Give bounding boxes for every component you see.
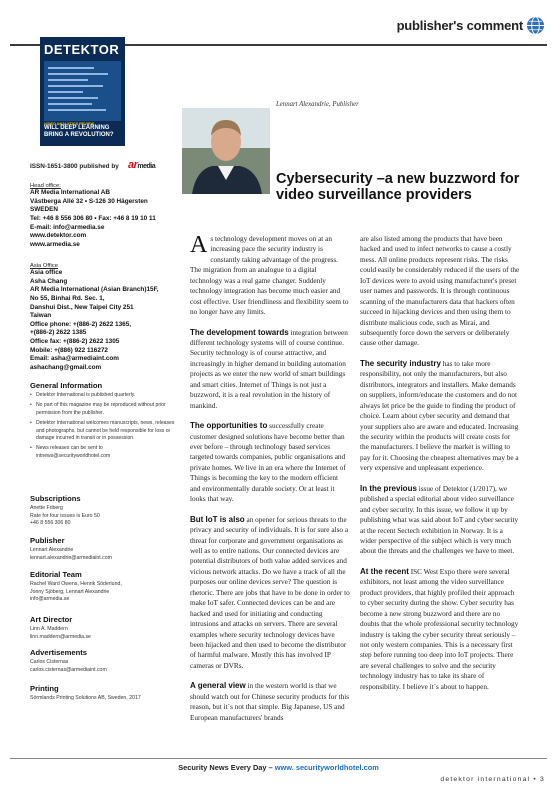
info-line: Asha Chang [30, 277, 68, 285]
head-office-block: Head office: AR Media International AB Västberga Allé 32 • S-126 30 Hägersten SWEDEN Tel: +46 8 556 306 80 • Fax: +46 8 19 10 11 E-mail: info@armedia.se www.detektor.com www.armedia.se [30, 183, 175, 249]
paragraph-text: successfully create customer designed solutions have become better than ever before – through technology based services targeted towards companies, public organisations and private homes. We live in an era where the Internet of Things is becoming the key to the modern efficient and environmentally durable society. Or at least it looks that way. [190, 422, 346, 504]
info-line: Office phone: +(886-2) 2622 1365, [30, 320, 132, 328]
info-line: Rate for four issues is Euro 50 [30, 512, 100, 519]
publisher-photo [182, 108, 270, 194]
footer-rule [10, 758, 547, 759]
article-paragraph [190, 680, 350, 723]
article-column-1 [190, 234, 350, 732]
paragraph-lead: The development towards [190, 327, 289, 337]
article-column-2 [360, 234, 520, 701]
article-paragraph [190, 234, 350, 318]
drop-cap: A [190, 232, 208, 258]
info-line: SWEDEN [30, 206, 59, 214]
asia-office-block: Asia Office Asia office Asha Chang AR Media International (Asian Branch)15F, No 55, Binhai Rd. Sec. 1, Danshui Dist., New Taipei City 251 Taiwan Office phone: +(886-2) 2622 1365, +(886-2) 2622 1385 Office fax: +(886-2) 2622 1305 Mobile: +(886) 922 116272 Email: asha@armediaint.com ashachang@gmail.com [30, 263, 175, 373]
article-paragraph [190, 514, 350, 672]
paragraph-text: has to take more responsibility, not only the manufacturers, but also distributors, integrators and installers. Make demands on suppliers, inform/educate the customers and do not always let price be the guide to finding the product of choice. Learn about cyber security and demand that your suppliers also are aware and educated. Increasing the security within the products will create costs for the manufacturers. I believe the market is willing to pay for it. Choosing the cheapest alternatives may be a very expensive and unpleasant experience. [360, 359, 519, 473]
list-item: • News releases can be sent to intnews@securityworldhotel.com [30, 445, 175, 460]
paragraph-text: in the western world is that we should watch out for Chinese security products for this reason, but it´s not that simple. Big Japanese, US and European manufacturers' brands [190, 682, 350, 722]
info-line: AR Media International (Asian Branch)15F, [30, 286, 159, 294]
paragraph-lead: The opportunities to [190, 421, 268, 431]
article-paragraph [190, 327, 350, 412]
list-item: • Detektor International welcomes manuscripts, news, releases and photographs, but cannot be held responsible for loss or damage incurred in transit or in possession. [30, 420, 175, 442]
info-line: Lennart Alexandrie [30, 547, 74, 553]
editorial-team-block: Editorial Team Rachel Ward Owens, Henrik Söderlund, Jonny Sjöberg, Lennart Alexandrie info@armedia.se [30, 570, 175, 604]
section-title: publisher's comment [396, 18, 523, 33]
info-line[interactable]: Email: asha@armediaint.com [30, 355, 119, 363]
info-line: Asia office [30, 269, 63, 276]
paragraph-lead: A general view [190, 681, 246, 691]
info-line[interactable]: carlos.cisternas@armediaint.com [30, 666, 107, 673]
paragraph-text: are also listed among the products that have been hacked and used to infect networks to cause a costly mess. All online products represent risks. The risks could easily be considerably reduced if the users of the IoT devices were to avoid using manufacturer's preset user names and passwords. It is through continuous scanning of the manufacturers data that hackers often succeed in hijacking devices and then using them to distribute malicious code, such as Mirai, and subsequently force down the servers or deliberately cause other damage. [360, 235, 520, 348]
paragraph-lead: In the previous [360, 483, 417, 493]
info-line[interactable]: ashachang@gmail.com [30, 364, 102, 372]
info-line: Anette Friberg [30, 505, 63, 511]
footer-url-link[interactable]: www. securityworldhotel.com [274, 763, 379, 772]
article-title: Cybersecurity –a new buzzword for video surveillance providers [276, 171, 520, 203]
article-paragraph [360, 566, 520, 692]
info-line: Office fax: +(886-2) 2622 1305 [30, 338, 120, 346]
info-line: AR Media International AB [30, 189, 111, 196]
info-line: Danshui Dist., New Taipei City 251 [30, 303, 134, 311]
info-line: Jonny Sjöberg, Lennart Alexandrie [30, 588, 110, 595]
paragraph-lead: At the recent [360, 566, 409, 576]
general-info-block: General Information • Detektor International is published quarterly. • No part of this magazine may be reproduced without prior permission from the publisher. • Detektor International welcomes manuscripts, news, releases and photographs, but cannot be held responsible for loss or damage incurred in transit or in possession. • News releases can be sent to intnews@securityworldhotel.com [30, 381, 175, 463]
info-line: +46 8 556 306 80 [30, 520, 71, 527]
globe-icon [526, 16, 545, 35]
ar-media-logo: armedia [128, 159, 156, 171]
paragraph-lead: The security industry [360, 358, 441, 368]
info-line: Sörmlands Printing Solutions AB, Sweden, 2017 [30, 695, 141, 701]
article-paragraph [360, 234, 520, 349]
article-paragraph [360, 483, 520, 557]
info-line: Taiwan [30, 312, 52, 320]
paragraph-text: an opener for serious threats to the privacy and security of individuals. It is for sure also a threat for corporate and government organisations as well as to entire nations. Our connected devices are potential distributors of both value added services and vicious network attacks. Do we have a track of all the purposes our online devices serve? The question is rhetoric. There are jobs that have to be done in order to make IoT safer. Connected devices can be and are hacked and used for initiating and conducting intrusions and attacks on servers. There are several examples where security technology devices have been hijacked and then used to become the distributor of harmful malware. Mostly this has involved IP cameras or DVRs. [190, 515, 350, 670]
info-line: Västberga Allé 32 • S-126 30 Hägersten [30, 197, 148, 205]
paragraph-text: integration between different technology systems will of course continue. Security technology is of course attractive, and increasingly in higher demand in building automation projects as we enter the new world of smart buildings and smart cities. Internet of Things is not just a buzzword, it is a real revolution in the history of mankind. [190, 328, 348, 410]
cover-kicker: VIDEO ANALYTICS REVIEW [44, 122, 95, 126]
issn-line: ISSN-1651-3800 published by [30, 163, 119, 170]
cover-logo: DETEKTOR [44, 42, 120, 57]
info-line[interactable]: info@armedia.se [30, 596, 70, 603]
info-line: Rachel Ward Owens, Henrik Söderlund, [30, 581, 122, 587]
info-line[interactable]: lennart.alexandrie@armediaint.com [30, 554, 112, 561]
info-line: Carlos Cisternas [30, 659, 69, 665]
article-byline: Lennart Alexandrie, Publisher [276, 101, 359, 108]
info-line: Mobile: +(886) 922 116272 [30, 346, 108, 354]
cover-headline: WILL DEEP LEARNING BRING A REVOLUTION? [44, 125, 114, 138]
page-number: detektor international • 3 [440, 776, 545, 783]
art-director-block: Art Director Linn A. Maddern linn.maddern@armedia.se [30, 615, 175, 641]
article-paragraph [190, 420, 350, 505]
publisher-block: Publisher Lennart Alexandrie lennart.alexandrie@armediaint.com [30, 536, 175, 562]
info-line: No 55, Binhai Rd. Sec. 1, [30, 294, 105, 302]
paragraph-text: issue of Detektor (1/2017), we published a special editorial about video surveillance and cyber security. In this issue, we follow it up by publishing what was said about IoT and cyber security at the recent Sectech exhibition in Norway. It is a wider perspective of the subject which is very much about the threats and the challenges we have to meet. [360, 484, 519, 556]
list-item: • No part of this magazine may be reproduced without prior permission from the publisher. [30, 402, 175, 417]
paragraph-lead: But IoT is also [190, 514, 245, 524]
list-item: • Detektor International is published quarterly. [30, 392, 175, 399]
paragraph-text: s technology development moves on at an increasing pace the security industry is constantly taking advantage of the progress. The migration from an analogue to a digital technology was a real game changer. Suddenly technology integration has become much easier and cost effective. User friendliness and flexibility seem to no longer have any limits. [190, 235, 349, 317]
info-line: Tel: +46 8 556 306 80 • Fax: +46 8 19 10 11 [30, 214, 156, 222]
article-paragraph [360, 358, 520, 474]
footer-tagline: Security News Every Day – www. securityworldhotel.com [178, 763, 379, 772]
info-line: +(886-2) 2622 1385 [30, 329, 87, 337]
magazine-cover [40, 37, 125, 146]
info-line[interactable]: E-mail: info@armedia.se [30, 223, 105, 231]
info-line[interactable]: www.detektor.com [30, 232, 87, 240]
info-line[interactable]: linn.maddern@armedia.se [30, 633, 91, 640]
info-line: Linn A. Maddern [30, 626, 68, 632]
advertisements-block: Advertisements Carlos Cisternas carlos.cisternas@armediaint.com [30, 648, 175, 674]
printing-block: Printing Sörmlands Printing Solutions AB, Sweden, 2017 [30, 684, 175, 703]
paragraph-text: ISC West Expo there were several exhibitors, not least among the video surveillance product providers, that highly profiled their approach to cyber security during the show. Cyber security has become a new strong buzzword and there are no doubts that the whole professional security technology industry is taking the cyber security threat seriously – not only western companies. This is a necessary first step before running too deep into IoT projects. There are several challenges to solve and the security technology industry has to take its share of responsibility. I believe it´s about to happen. [360, 567, 519, 691]
subscriptions-block: Subscriptions Anette Friberg Rate for four issues is Euro 50 +46 8 556 306 80 [30, 494, 175, 528]
info-line[interactable]: www.armedia.se [30, 240, 80, 248]
